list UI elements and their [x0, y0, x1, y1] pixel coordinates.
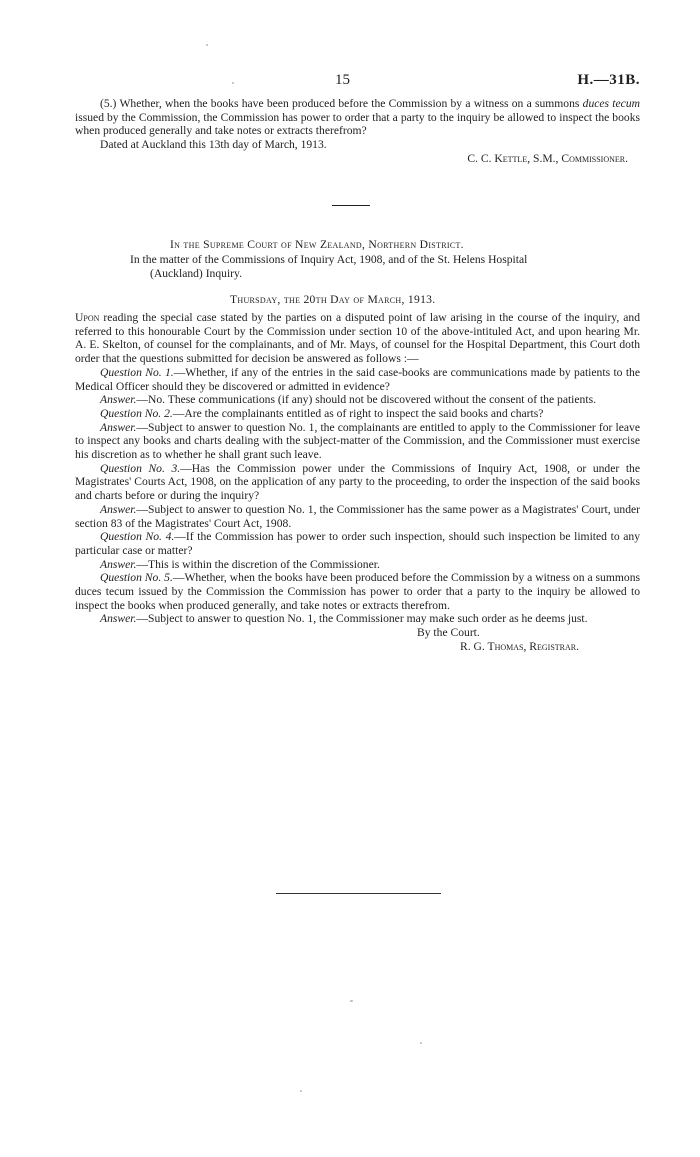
qa-label: Answer.	[100, 502, 137, 516]
qa-label: Question No. 5.	[100, 571, 173, 585]
court-caption: In the Supreme Court of New Zealand, Northern District.	[170, 238, 464, 251]
registrar-signature: R. G. Thomas, Registrar.	[460, 639, 580, 653]
matter-heading	[130, 253, 640, 281]
commissioner-signature: C. C. Kettle, S.M., Commissioner.	[467, 151, 628, 165]
section-divider	[332, 205, 370, 206]
end-rule	[276, 893, 441, 894]
qa-paragraph	[75, 612, 640, 626]
qa-text: —Has the Commission power under the Commissions of Inquiry Act, 1908, or under the Magistrates' Courts Act, 1908, on the application of any party to the proceeding, to order the inspection of the said books and charts before or during the inquiry?	[75, 461, 640, 503]
qa-text: —Subject to answer to question No. 1, the complainants are entitled to apply to the Commissioner for leave to inspect any books and charts dealing with the subject-matter of the Commission, and the Commissioner must exercise his discretion as to whether he shall grant such leave.	[75, 420, 640, 462]
qa-label: Question No. 4.	[100, 530, 175, 544]
qa-paragraph	[75, 530, 640, 557]
question-5-paragraph: (5.) Whether, when the books have been produced before the Commission by a witness on a summons duces tecum issued by the Commission, the Commission has power to order that a party to the inquiry be allowed to inspect the books when produced generally and take notes or extracts therefrom?	[75, 97, 640, 138]
scan-speck	[232, 82, 234, 84]
scan-speck	[420, 1042, 422, 1044]
qa-text: —Subject to answer to question No. 1, the Commissioner may make such order as he deems just.	[136, 612, 588, 626]
qa-label: Answer.	[100, 612, 137, 626]
scan-speck	[206, 44, 208, 46]
document-code: H.—31B.	[577, 72, 640, 88]
scan-speck	[350, 1000, 353, 1002]
qa-paragraph	[75, 571, 640, 612]
page-number: 15	[335, 72, 350, 88]
qa-text: —No. These communications (if any) should not be discovered without the consent of the patients.	[136, 393, 596, 407]
qa-paragraph	[75, 366, 640, 393]
qa-paragraph	[75, 393, 640, 407]
qa-paragraph	[75, 558, 640, 572]
qa-text: —Are the complainants entitled as of right to inspect the said books and charts?	[172, 406, 544, 420]
matter-line-1: In the matter of the Commissions of Inquiry Act, 1908, and of the St. Helens Hospital	[130, 253, 528, 266]
qa-list	[75, 366, 640, 626]
matter-line-2: (Auckland) Inquiry.	[150, 267, 242, 280]
court-order	[75, 311, 640, 654]
qa-paragraph	[75, 407, 640, 421]
by-the-court: By the Court.	[417, 626, 480, 640]
qa-paragraph	[75, 503, 640, 530]
qa-text: —This is within the discretion of the Commissioner.	[136, 557, 380, 571]
qa-label: Question No. 2.	[100, 406, 173, 420]
qa-label: Question No. 3.	[100, 461, 181, 475]
scan-speck	[300, 1090, 302, 1092]
qa-label: Answer.	[100, 557, 137, 571]
qa-paragraph	[75, 421, 640, 462]
qa-label: Question No. 1.	[100, 365, 174, 379]
qa-label: Answer.	[100, 393, 137, 407]
order-intro: Upon reading the special case stated by the parties on a disputed point of law arising in the course of the inquiry, and referred to this honourable Court by the Commission under section 10 of the above-intituled Act, and upon hearing Mr. A. E. Skelton, of counsel for the complainants, and of Mr. Mays, of counsel for the Hospital Department, this Court doth order that the questions submitted for decision be answered as follows :—	[75, 311, 640, 366]
first-section	[75, 97, 640, 166]
qa-text: —Subject to answer to question No. 1, the Commissioner has the same power as a Magistrates' Court, under section 83 of the Magistrates' Court Act, 1908.	[75, 502, 640, 530]
qa-text: —Whether, if any of the entries in the said case-books are communications made by patients to the Medical Officer should they be discovered or admitted in evidence?	[75, 365, 640, 393]
dated-line: Dated at Auckland this 13th day of March, 1913.	[100, 138, 327, 152]
upon-word: Upon	[75, 311, 100, 324]
qa-text: —Whether, when the books have been produced before the Commission by a witness on a summons duces tecum issued by the Commission the Commission has power to order that a party to the inquiry be allowed to inspect the books when produced generally, and take notes or extracts therefrom.	[75, 571, 640, 612]
qa-text: —If the Commission has power to order such inspection, should such inspection be limited to any particular case or matter?	[75, 530, 640, 557]
duces-tecum: duces tecum	[582, 97, 640, 110]
qa-label: Answer.	[100, 420, 137, 434]
date-heading: Thursday, the 20th Day of March, 1913.	[230, 293, 436, 306]
qa-paragraph	[75, 462, 640, 503]
